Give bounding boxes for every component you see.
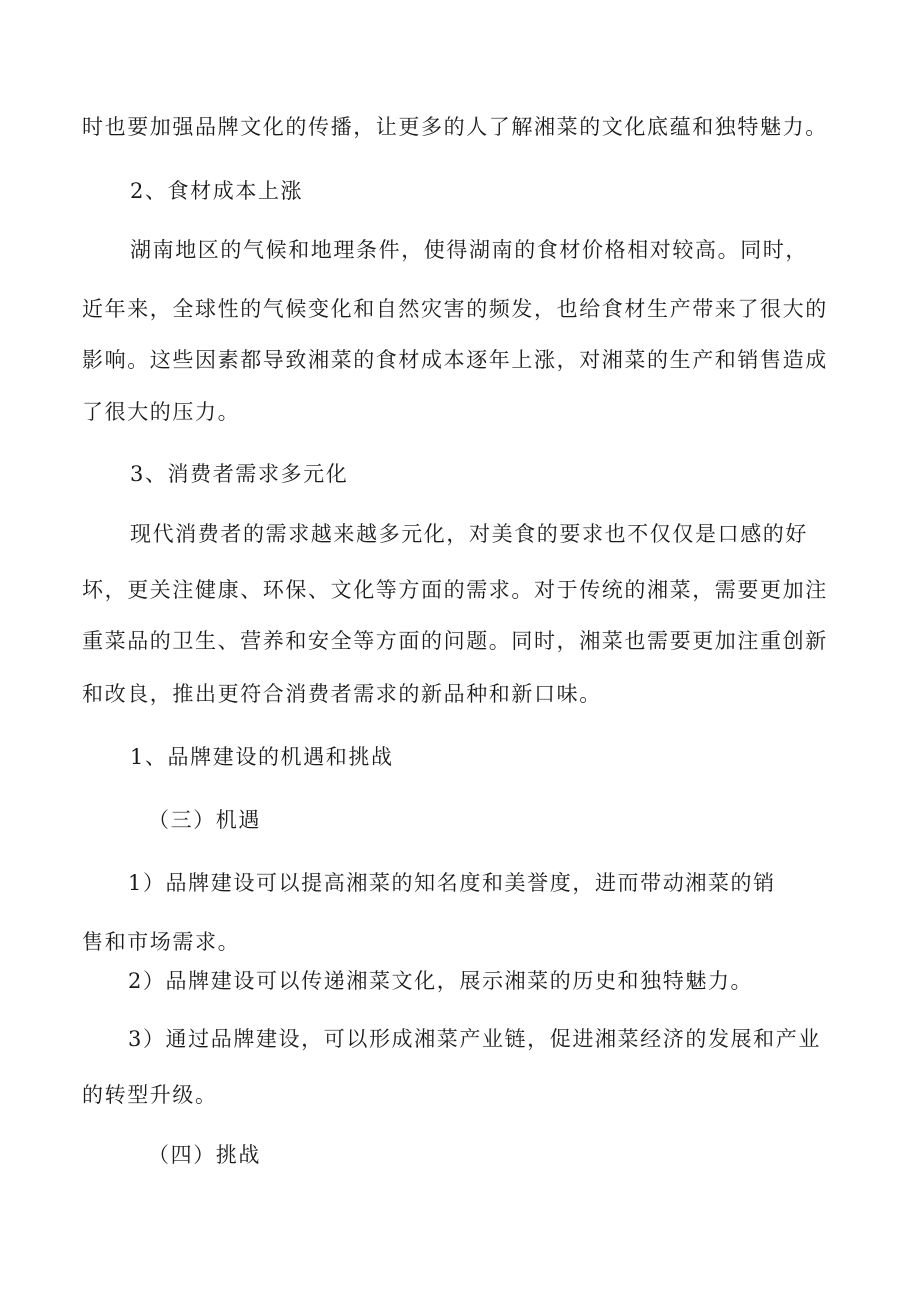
paragraph-line: 湖南地区的气候和地理条件，使得湖南的食材价格相对较高。同时， [130, 238, 808, 262]
list-item: 2）品牌建设可以传递湘菜文化，展示湘菜的历史和独特魅力。 [128, 969, 754, 993]
list-item-continuation: 的转型升级。 [82, 1083, 218, 1107]
paragraph-line: 时也要加强品牌文化的传播，让更多的人了解湘菜的文化底蕴和独特魅力。 [82, 115, 828, 139]
list-item: 1）品牌建设可以提高湘菜的知名度和美誉度，进而带动湘菜的销 [128, 871, 776, 895]
paragraph-line: 影响。这些因素都导致湘菜的食材成本逐年上涨，对湘菜的生产和销售造成 [82, 348, 828, 372]
paragraph-line: 坏，更关注健康、环保、文化等方面的需求。对于传统的湘菜，需要更加注 [82, 578, 828, 602]
section-heading: 3、消费者需求多元化 [130, 462, 349, 486]
subsection-heading: （三）机遇 [148, 808, 261, 832]
paragraph-line: 近年来，全球性的气候变化和自然灾害的频发，也给食材生产带来了很大的 [82, 297, 828, 321]
paragraph-line: 了很大的压力。 [82, 400, 241, 424]
section-heading: 2、食材成本上涨 [130, 179, 304, 203]
list-item: 3）通过品牌建设，可以形成湘菜产业链，促进湘菜经济的发展和产业 [128, 1027, 821, 1051]
paragraph-line: 和改良，推出更符合消费者需求的新品种和新口味。 [82, 682, 602, 706]
paragraph-line: 重菜品的卫生、营养和安全等方面的问题。同时，湘菜也需要更加注重创新 [82, 629, 828, 653]
paragraph-line: 现代消费者的需求越来越多元化，对美食的要求也不仅仅是口感的好 [130, 522, 808, 546]
section-heading: 1、品牌建设的机遇和挑战 [130, 745, 394, 769]
subsection-heading: （四）挑战 [148, 1143, 261, 1167]
list-item-continuation: 售和市场需求。 [82, 930, 241, 954]
